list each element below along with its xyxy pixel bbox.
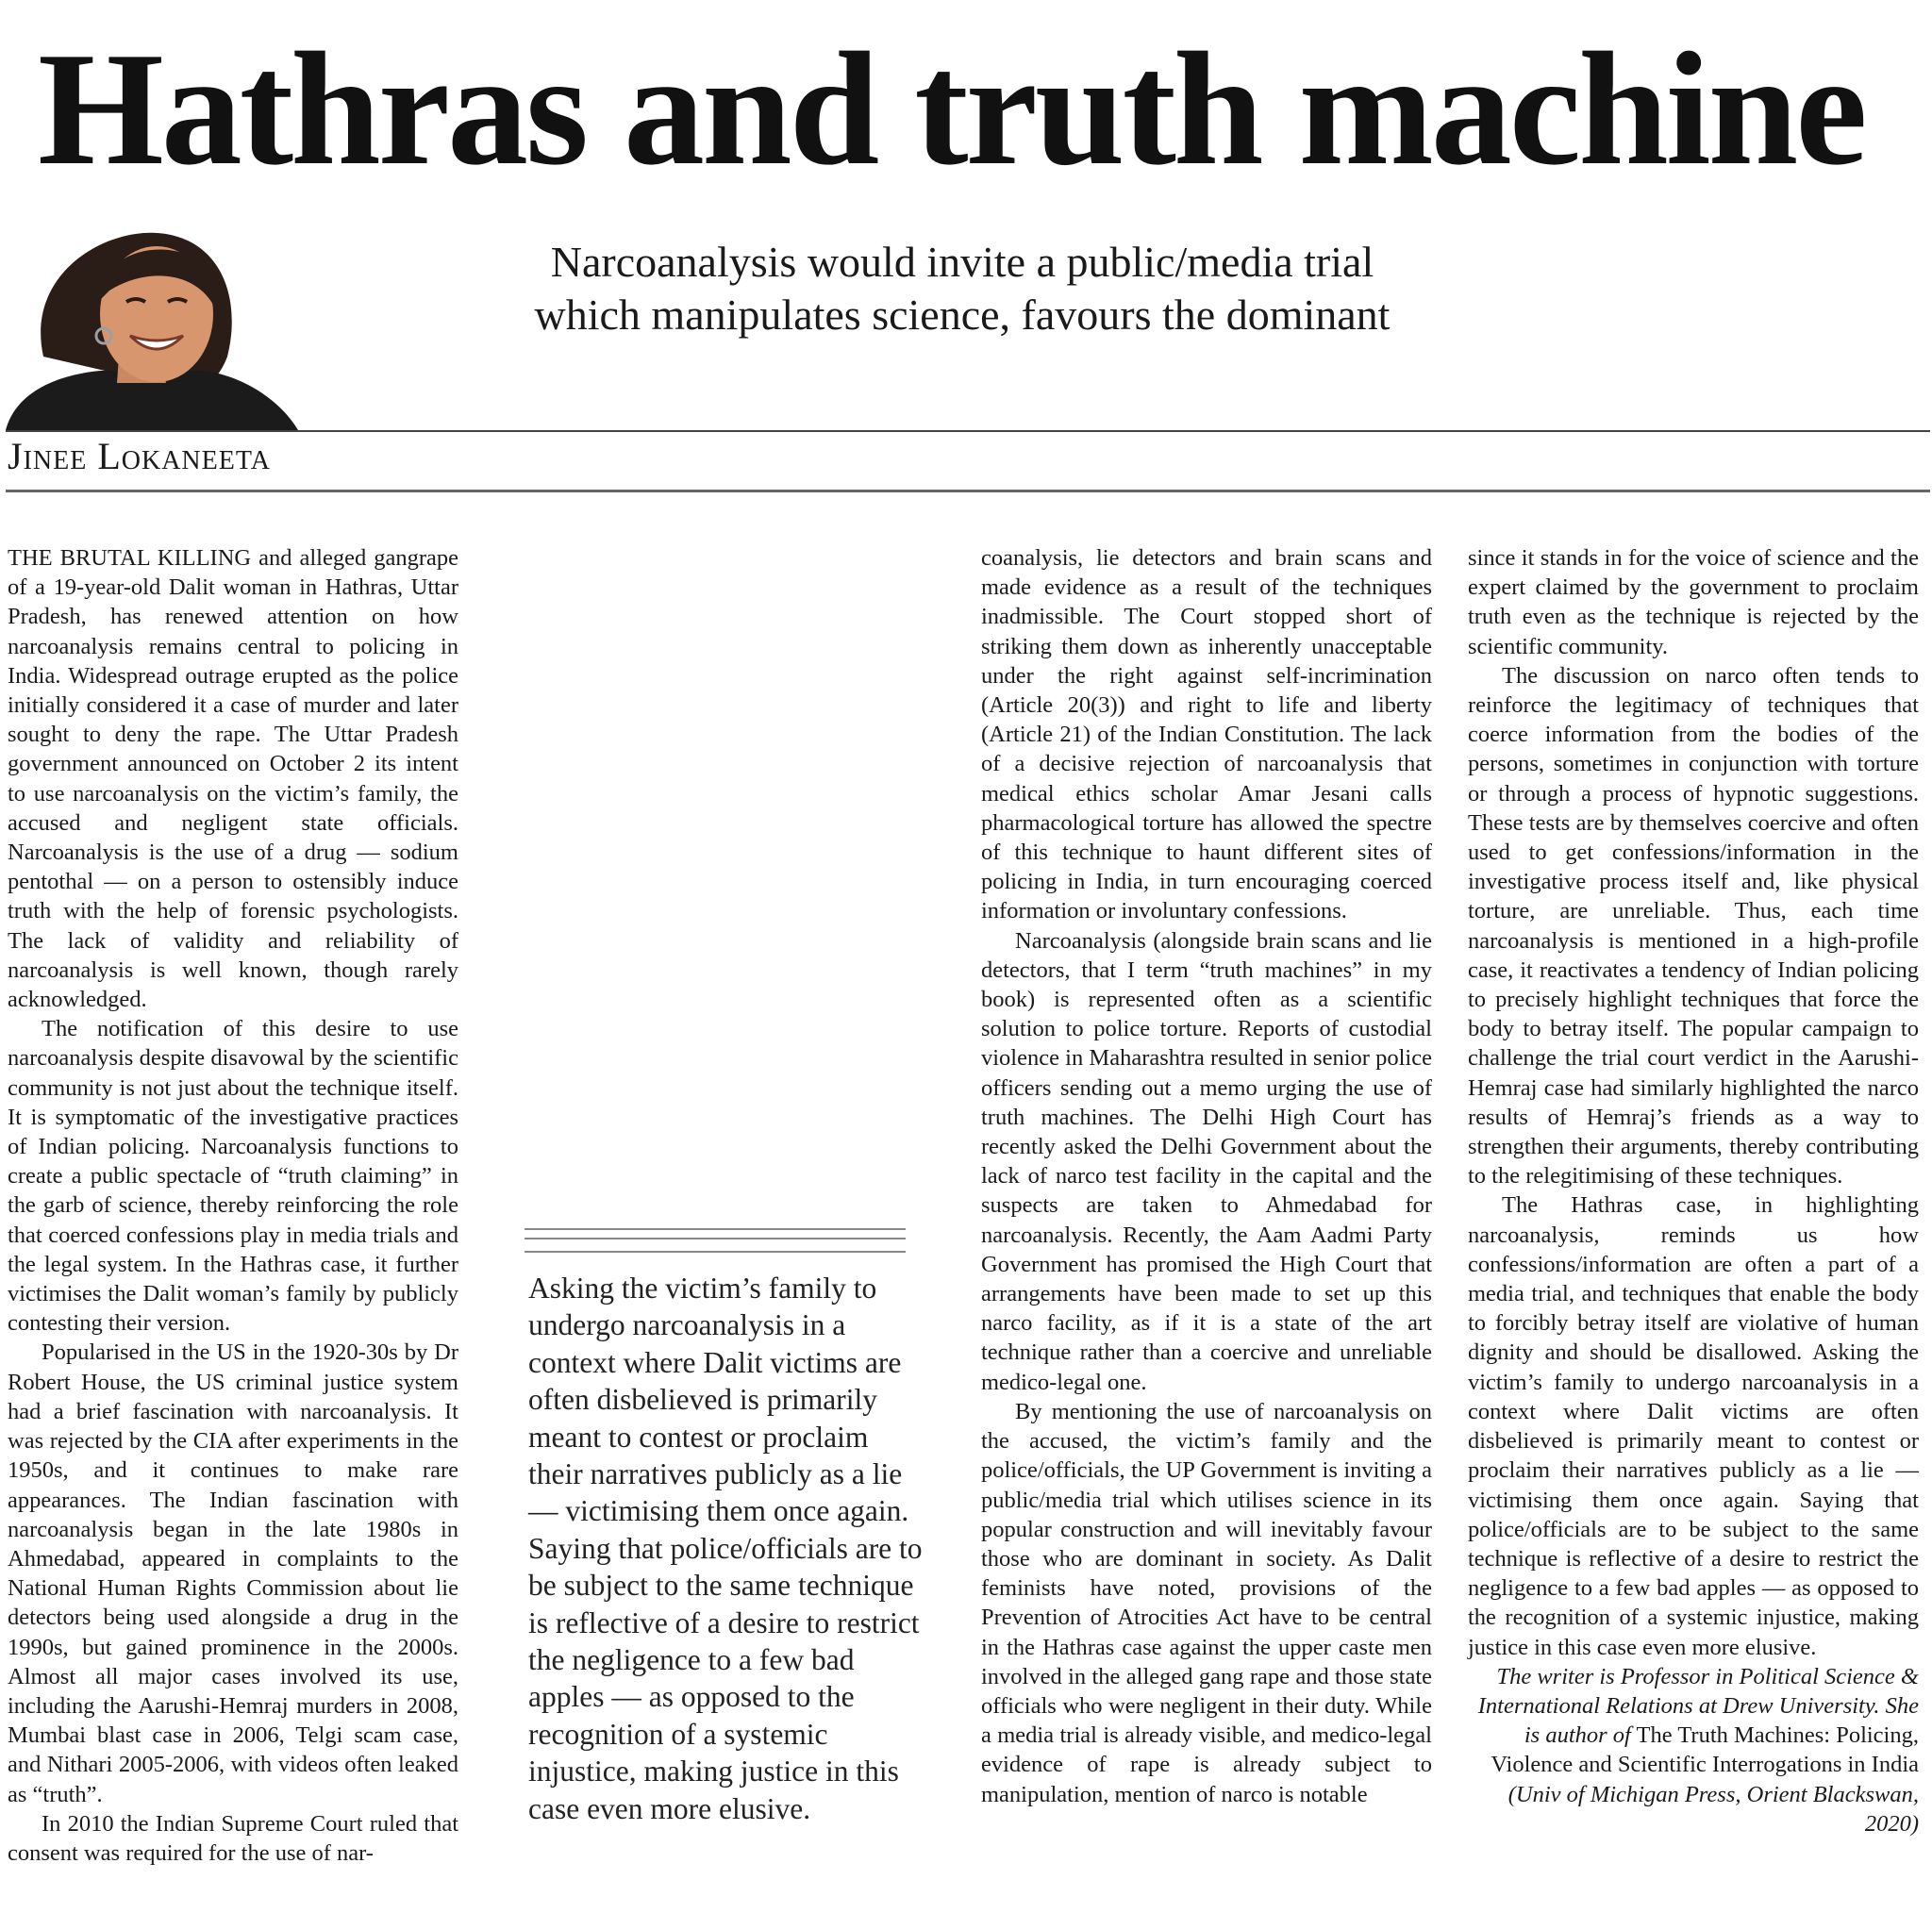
paragraph: In 2010 the Indian Supreme Court ruled that consent was required for the use of nar- [8,1810,458,1866]
paragraph: The notification of this desire to use narcoanalysis despite disavowal by the scientific community is not just about the technique itself. It is symptomatic of the investigative practices of Indian policing. Narcoanalysis functions to create a public spectacle of “truth claiming” in the garb of science, thereby reinforcing the role that coerced confessions play in media trials and the legal system. In the Hathras case, it further victimises the Dalit woman’s family by publicly contesting their version. [8,1016,458,1337]
paragraph: The discussion on narco often tends to reinforce the legitimacy of techniques that coerce information from the bodies of the persons, sometimes in conjunction with torture or through a process of hypnotic suggestions. These tests are by themselves coercive and often used to get confessions/information in the investigative process itself and, like physical torture, are unreliable. Thus, each time narcoanalysis is mentioned in a high-profile case, it reactivates a tendency of Indian policing to precisely highlight techniques that force the body to betray itself. The popular campaign to challenge the trial court verdict in the Aarushi-Hemraj case had similarly highlighted the narco results of Hemraj’s friends as a way to strengthen their arguments, thereby contributing to the relegitimising of these techniques. [1468,662,1919,1189]
byline-rule-top [6,430,1930,432]
paragraph: coanalysis, lie detectors and brain scans and made evidence as a result of the techniques inadmissible. The Court stopped short of striking them down as inherently unacceptable under the right against self-incrimination (Article 20(3)) and right to life and liberty (Article 21) of the Indian Constitution. The lack of a decisive rejection of narcoanalysis that medical ethics scholar Amar Jesani calls pharmacological torture has allowed the spectre of this technique to haunt different sites of policing in India, in turn encouraging coerced information or involuntary confessions. [981,545,1432,924]
subheadline [406,236,1519,341]
book-title: The Truth Machines: Policing, Violence and Scientific Interrogations in India [1491,1722,1919,1778]
column-4 [1468,543,1919,1838]
paragraph: By mentioning the use of narcoanalysis on the accused, the victim’s family and the police/officials, the UP Government is inviting a public/media trial which utilises science in its popular construction and will inevitably favour those who are dominant in society. As Dalit feminists have noted, provisions of the Prevention of Atrocities Act have to be central in the Hathras case against the upper caste men involved in the alleged gang rape and those state officials who were negligent in their duty. While a media trial is already visible, and medico-legal evidence of rape is already subject to manipulation, mention of narco is notable [981,1398,1432,1807]
column-3 [981,543,1432,1809]
paragraph-text: and alleged gangrape of a 19-year-old Dalit woman in Hathras, Uttar Pradesh, has renewed attention on how narcoanalysis remains central to policing in India. Widespread outrage erupted as the police initially considered it a case of murder and later sought to deny the rape. The Uttar Pradesh government announced on October 2 its intent to use narcoanalysis on the victim’s family, the accused and negligent state officials. Narcoanalysis is the use of a drug — sodium pentothal — on a person to ostensibly induce truth with the help of forensic psychologists. The lack of validity and reliability of narcoanalysis is well known, though rarely acknowledged. [8,545,458,1013]
headline: Hathras and truth machine [38,20,1865,199]
author-bio [1468,1662,1919,1838]
author-portrait [6,215,317,430]
paragraph: since it stands in for the voice of science and the expert claimed by the government to proclaim truth even as the technique is rejected by the scientific community. [1468,545,1919,659]
paragraph: Popularised in the US in the 1920-30s by Dr Robert House, the US criminal justice system had a brief fascination with narcoanalysis. It was rejected by the CIA after experiments in the 1950s, and it continues to make rare appearances. The Indian fascination with narcoanalysis began in the late 1980s in Ahmedabad, appeared in complaints to the National Human Rights Commission about lie detectors being used alongside a drug in the 1990s, but gained prominence in the 2000s. Almost all major cases involved its use, including the Aarushi-Hemraj murders in 2008, Mumbai blast case in 2006, Telgi scam case, and Nithari 2005-2006, with videos often leaked as “truth”. [8,1339,458,1807]
subheadline-line-2: which manipulates science, favours the dominant [534,291,1391,339]
pullquote: Asking the victim’s family to undergo narcoanalysis in a context where Dalit victims are often disbelieved is primarily meant to contest or proclaim their narratives publicly as a lie — victimising them once again. Saying that police/officials are to be subject to the same technique is reflective of a desire to restrict the negligence to a few bad apples — as opposed to the recognition of a systemic injustice, making justice in this case even more elusive. [528,1272,923,1825]
column-1 [8,543,458,1868]
bio-publisher: (Univ of Michigan Press, Orient Blackswan, 2020) [1507,1781,1919,1837]
subheadline-line-1: Narcoanalysis would invite a public/media trial [550,238,1374,286]
byline: Jinee Lokaneeta [8,435,271,477]
paragraph: Narcoanalysis (alongside brain scans and lie detectors, that I term “truth machines” in my book) is represented often as a scientific solution to police torture. Reports of custodial violence in Maharashtra resulted in senior police officers sending out a memo urging the use of truth machines. The Delhi High Court has recently asked the Delhi Government about the lack of narco test facility in the capital and the suspects are taken to Ahmedabad for narcoanalysis. Recently, the Aam Aadmi Party Government has promised the High Court that arrangements have been made to set up this narco facility, as if it is a state of the art technique rather than a coercive and unreliable medico-legal one. [981,927,1432,1395]
paragraph: The Hathras case, in highlighting narcoanalysis, reminds us how confessions/information are often a part of a media trial, and techniques that enable the body to forcibly betray itself are violative of human dignity and should be disallowed. Asking the victim’s family to undergo narcoanalysis in a context where Dalit victims are often disbelieved is primarily meant to contest or proclaim their narratives publicly as a lie — victimising them once again. Saying that police/officials are to be subject to the same technique is reflective of a desire to restrict the negligence to a few bad apples — as opposed to the recognition of a systemic injustice, making justice in this case even more elusive. [1468,1192,1919,1660]
byline-rule-bottom [6,490,1930,492]
pullquote-rule [525,1228,906,1253]
lead-in: THE BRUTAL KILLING [8,545,252,571]
bio-text: The writer is Professor in Political Science & International Relations at Drew University. She is author of [1477,1663,1919,1749]
paragraph [8,543,458,1014]
